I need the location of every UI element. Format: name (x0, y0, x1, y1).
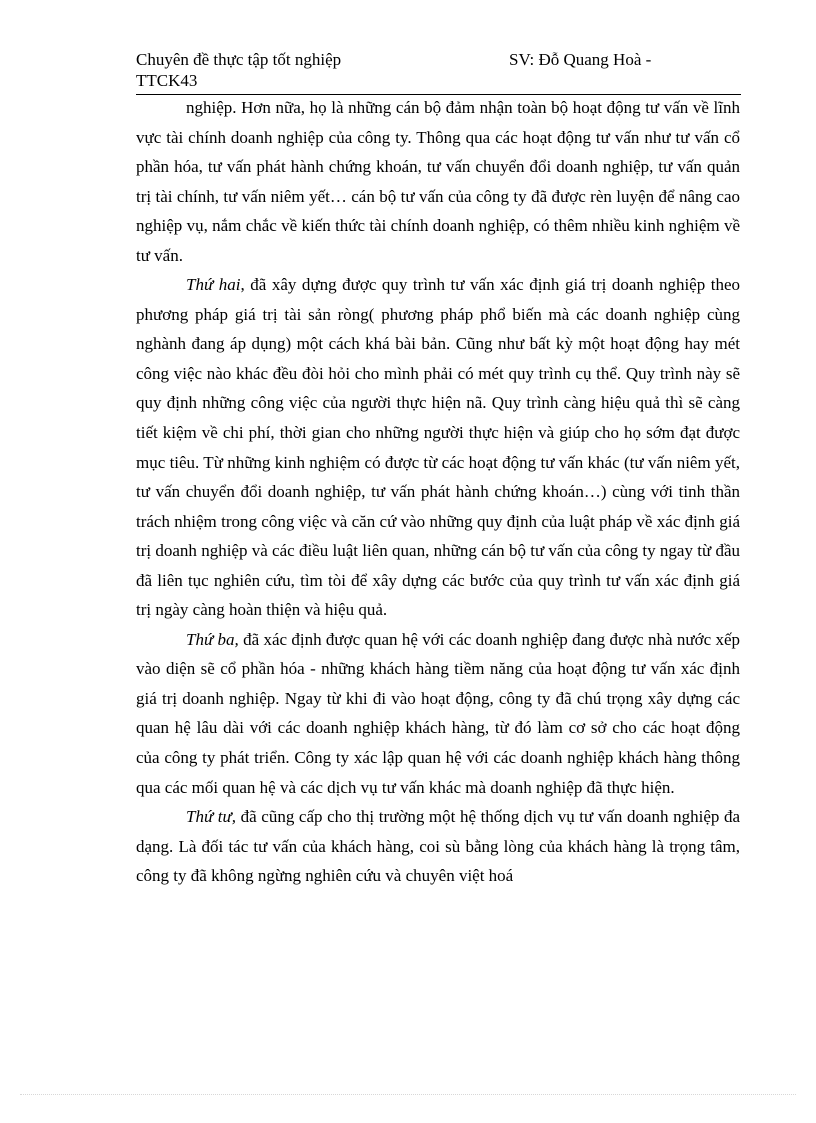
paragraph-lead: Thứ tư, (186, 807, 237, 827)
header-document-title: Chuyên đề thực tập tốt nghiệp (136, 50, 342, 69)
document-body (136, 93, 740, 891)
paragraph-intro-continuation (136, 93, 740, 270)
page-bottom-divider (20, 1094, 796, 1095)
paragraph-lead: Thứ hai (186, 275, 241, 295)
header-class-code: TTCK43 (136, 71, 198, 90)
paragraph-fourth-point (136, 802, 740, 891)
paragraph-third-point (136, 625, 740, 802)
paragraph-text: , đã xây dựng được quy trình tư vấn xác định giá trị doanh nghiệp theo phương pháp giá trị tài sản ròng( phương pháp phổ biến mà các doanh nghiệp cùng nghành đang áp dụng) một cách khá bài bản. Cũng như bất kỳ một hoạt động hay mét công việc nào khác đều đòi hỏi cho mình phải có mét quy trình cụ thể. Quy trình này sẽ quy định những công việc của người thực hiện nã. Quy trình càng hiệu quả thì sẽ càng tiết kiệm về chi phí, thời gian cho những người thực hiện và giúp cho họ sớm đạt được mục tiêu. Từ những kinh nghiệm có được từ các hoạt động tư vấn khác (tư vấn niêm yết, tư vấn chuyển đổi doanh nghiệp, tư vấn phát hành chứng khoán…) cùng với tinh thần trách nhiệm trong công việc và căn cứ vào những quy định của luật pháp về xác định giá trị doanh nghiệp và các điều luật liên quan, những cán bộ tư vấn của công ty ngay từ đầu đã liên tục nghiên cứu, tìm tòi để xây dựng các bước của quy trình tư vấn xác định giá trị ngày càng hoàn thiện và hiệu quả. (136, 275, 741, 620)
page-header (136, 50, 741, 95)
header-student-name: SV: Đỗ Quang Hoà - (509, 50, 652, 69)
paragraph-text: đã xác định được quan hệ với các doanh nghiệp đang được nhà nước xếp vào diện sẽ cổ phần hóa - những khách hàng tiềm năng của hoạt động tư vấn xác định giá trị doanh nghiệp. Ngay từ khi đi vào hoạt động, công ty đã chú trọng xây dựng các quan hệ lâu dài với các doanh nghiệp khách hàng, từ đó làm cơ sở cho các hoạt động của công ty phát triển. Công ty xác lập quan hệ với các doanh nghiệp khách hàng thông qua các mối quan hệ và các dịch vụ tư vấn khác mà doanh nghiệp đã thực hiện. (136, 629, 740, 797)
paragraph-text: đã cũng cấp cho thị trường một hệ thống dịch vụ tư vấn doanh nghiệp đa dạng. Là đối tác tư vấn của khách hàng, coi sù bằng lòng của khách hàng là trọng tâm, công ty đã không ngừng nghiên cứu và chuyên việt hoá (136, 807, 740, 886)
paragraph-text: nghiệp. Hơn nữa, họ là những cán bộ đảm nhận toàn bộ hoạt động tư vấn về lĩnh vực tài chính doanh nghiệp của công ty. Thông qua các hoạt động tư vấn như tư vấn cổ phần hóa, tư vấn phát hành chứng khoán, tư vấn chuyển đổi doanh nghiệp, tư vấn quản trị tài chính, tư vấn niêm yết… cán bộ tư vấn của công ty đã được rèn luyện để nâng cao nghiệp vụ, nắm chắc về kiến thức tài chính doanh nghiệp, có thêm nhiều kinh nghiệm về tư vấn. (136, 98, 740, 265)
paragraph-lead: Thứ ba, (186, 629, 239, 649)
paragraph-second-point (136, 270, 740, 625)
